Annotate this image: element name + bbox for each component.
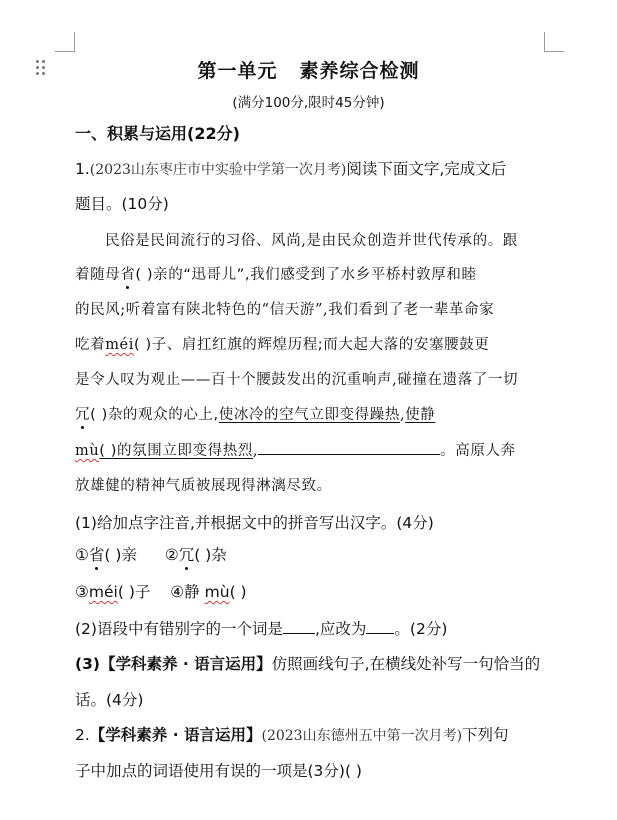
- passage-line: mù( )的氛围立即变得热烈, 。高原人奔: [75, 439, 516, 460]
- passage-line: 吃着méi( )子、肩扛红旗的辉煌历程;而大起大落的安塞腰鼓更: [75, 337, 490, 353]
- option-row: [75, 543, 227, 565]
- section-heading: 一、积累与运用(22分): [75, 124, 240, 143]
- sub-question-3-cont: 话。(4分): [75, 691, 144, 709]
- sub-question-1: (1)给加点字注音,并根据文中的拼音写出汉字。(4分): [75, 514, 434, 532]
- option-3: ③méi( )子: [75, 583, 151, 601]
- crop-mark-top-left: [55, 32, 75, 52]
- question-2-line-2: 子中加点的词语使用有误的一项是(3分)( ): [75, 762, 362, 780]
- answer-blank[interactable]: [258, 440, 440, 455]
- crop-mark-top-right: [544, 32, 564, 52]
- answer-blank[interactable]: [283, 619, 315, 634]
- option-1: ①省( )亲: [75, 546, 137, 564]
- passage-line: 民俗是民间流行的习俗、风尚,是由民众创造并世代传承的。跟: [105, 233, 518, 249]
- page-title: 第一单元 素养综合检测: [197, 60, 420, 82]
- question-1-line-1: 1.(2023山东枣庄市中实验中学第一次月考)阅读下面文字,完成文后: [75, 160, 507, 178]
- sub-question-3: (3)【学科素养 · 语言运用】仿照画线句子,在横线处补写一句恰当的: [75, 655, 541, 673]
- option-row: [75, 580, 247, 602]
- question-1-line-2: 题目。(10分): [75, 195, 169, 213]
- answer-blank[interactable]: [366, 619, 394, 634]
- passage-line: 着随母省( )亲的“迅哥儿”,我们感受到了水乡平桥村敦厚和睦: [75, 267, 477, 283]
- underlined-sentence: 使冰冷的空气立即变得躁热: [218, 407, 400, 423]
- passage-line: 冗( )杂的观众的心上,使冰冷的空气立即变得躁热,使静: [75, 407, 436, 423]
- sub-question-2: (2)语段中有错别字的一个词是 ,应改为 。(2分): [75, 620, 448, 638]
- page-subtitle: (满分100分,限时45分钟): [232, 95, 385, 111]
- question-2-line-1: 2.【学科素养 · 语言运用】(2023山东德州五中第一次月考)下列句: [75, 726, 509, 744]
- option-2: ②冗( )杂: [164, 546, 227, 564]
- option-4: ④静 mù( ): [170, 583, 247, 601]
- passage-line: 是令人叹为观止——百十个腰鼓发出的沉重响声,碰撞在遗落了一切: [75, 372, 519, 388]
- passage-line: 的民风;听着富有陕北特色的“信天游”,我们看到了老一辈革命家: [75, 302, 495, 318]
- passage-line: 放雄健的精神气质被展现得淋漓尽致。: [75, 478, 332, 494]
